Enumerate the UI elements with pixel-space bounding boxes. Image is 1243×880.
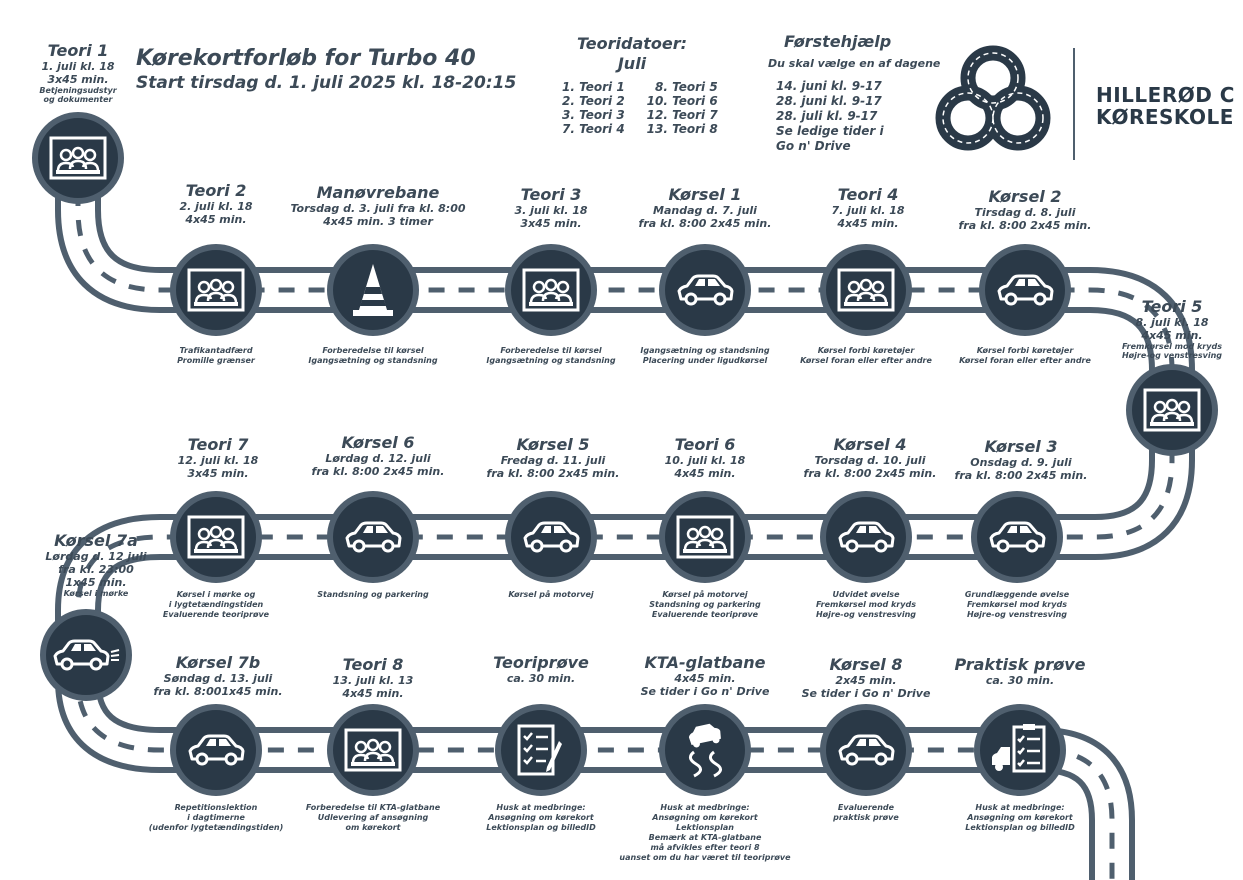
description-line: Kørsel på motorvej: [508, 590, 594, 599]
description-line: Placering under ligudkørsel: [642, 356, 768, 365]
divider: [1073, 48, 1075, 160]
teoridatoer-heading: Teoridatoer:: [576, 34, 688, 53]
step-title: Kørsel 1: [668, 185, 742, 204]
step-detail: 4x45 min.: [674, 467, 736, 480]
checklist-icon: [495, 704, 587, 796]
description-line: Evaluerende teoriprøve: [651, 610, 759, 619]
classroom-icon: [659, 491, 751, 583]
step-description: [451, 803, 631, 833]
step-teori7: [118, 436, 318, 480]
step-title: Teori 5: [1141, 297, 1203, 316]
description-line: Kørsel på motorvej: [662, 590, 748, 599]
step-description: [283, 590, 463, 600]
logo-knot-icon: [934, 44, 1052, 156]
description-line: Udvidet øvelse: [832, 590, 900, 599]
step-detail: fra kl. 8:00 2x45 min.: [954, 469, 1088, 482]
step-detail: 4x45 min.: [342, 687, 404, 700]
step-detail: 7. juli kl. 18: [831, 204, 905, 217]
description-line: Ansøgning om kørekort: [967, 813, 1073, 822]
teoridatoer-box: [562, 34, 718, 136]
date-item: 1. Teori 1: [562, 80, 625, 94]
description-line: Promille grænser: [177, 356, 255, 365]
step-detail: 8. juli kl. 18: [1135, 316, 1209, 329]
brand-line2: KØRESKOLE: [1096, 105, 1234, 129]
step-title: KTA-glatbane: [644, 653, 766, 672]
description-line: praktisk prøve: [833, 813, 899, 822]
step-description: [615, 803, 795, 863]
date-item: 7. Teori 4: [562, 122, 625, 136]
step-description: [930, 803, 1110, 833]
step-detail: Lørdag d. 12 juli: [45, 550, 147, 563]
description-line: må afvikles efter teori 8: [650, 843, 760, 852]
description-line: Højre-og venstresving: [815, 610, 917, 619]
description-line: Evaluerende: [837, 803, 895, 812]
step-detail: Søndag d. 13. juli: [163, 672, 273, 685]
brand-name: [1096, 84, 1235, 128]
description-line: om kørekort: [345, 823, 401, 832]
description-line: i dagtimerne: [187, 813, 245, 822]
step-description: [461, 590, 641, 600]
description-line: Ansøgning om kørekort: [488, 813, 594, 822]
step-detail: Fredag d. 11. juli: [500, 454, 606, 467]
step-note: Kørsel i mørke: [63, 589, 129, 598]
step-korsel7a: [0, 532, 196, 598]
step-title: Teori 1: [47, 41, 109, 60]
description-line: Standsning og parkering: [317, 590, 429, 599]
date-item: 12. Teori 7: [646, 108, 718, 122]
step-detail: fra kl. 8:00 2x45 min.: [486, 467, 620, 480]
description-line: Bemærk at KTA-glatbane: [648, 833, 762, 842]
description-line: Fremkørsel mod kryds: [816, 600, 916, 609]
forstehjaelp-box: [768, 32, 940, 154]
skid-icon: [659, 704, 751, 796]
description-line: Igangsætning og standsning: [308, 356, 438, 365]
step-title: Kørsel 6: [341, 433, 415, 452]
step-title: Praktisk prøve: [954, 655, 1086, 674]
step-title: Kørsel 5: [516, 435, 590, 454]
date-item: 8. Teori 5: [655, 80, 718, 94]
description-line: Kørsel foran eller efter andre: [800, 356, 932, 365]
step-title: Kørsel 3: [984, 437, 1058, 456]
step-detail: 10. juli kl. 18: [664, 454, 746, 467]
list-item: 28. juli kl. 9-17: [776, 109, 878, 123]
car-icon: [971, 491, 1063, 583]
description-line: i lygtetændingstiden: [168, 600, 264, 609]
description-line: Husk at medbringe:: [975, 803, 1065, 812]
step-detail: Mandag d. 7. juli: [653, 204, 757, 217]
step-description: [776, 803, 956, 823]
description-line: Evaluerende teoriprøve: [162, 610, 270, 619]
list-item: 14. juni kl. 9-17: [776, 79, 882, 93]
description-line: Forberedelse til KTA-glatbane: [305, 803, 441, 812]
step-title: Kørsel 2: [988, 187, 1062, 206]
step-detail: Torsdag d. 3. juli fra kl. 8:00: [290, 202, 466, 215]
car-icon: [820, 491, 912, 583]
description-line: Kørsel forbi køretøjer: [976, 346, 1074, 355]
description-line: Repetitionslektion: [174, 803, 258, 812]
step-detail: 12. juli kl. 18: [177, 454, 259, 467]
teoridatoer-col1: [562, 80, 625, 136]
classroom-icon: [505, 244, 597, 336]
step-korsel5: [453, 436, 653, 480]
step-teori5: [1072, 298, 1243, 360]
forstehjaelp-list: [776, 79, 940, 154]
step-note: Betjeningsudstyr: [39, 86, 117, 95]
step-note: og dokumenter: [43, 95, 113, 104]
step-detail: 4x45 min.: [837, 217, 899, 230]
step-title: Kørsel 7b: [175, 653, 261, 672]
cone-icon: [327, 244, 419, 336]
step-description: [126, 346, 306, 366]
description-line: Husk at medbringe:: [660, 803, 750, 812]
step-title: Teori 3: [520, 185, 582, 204]
step-title: Teori 6: [674, 435, 736, 454]
car-icon: [659, 244, 751, 336]
step-title: Kørsel 7a: [54, 531, 138, 550]
car-icon: [170, 704, 262, 796]
step-detail: ca. 30 min.: [506, 672, 576, 685]
step-detail: fra kl. 8:00 2x45 min.: [638, 217, 772, 230]
step-detail: fra kl. 23:00: [58, 563, 134, 576]
description-line: (udenfor lygtetændingstiden): [148, 823, 284, 832]
date-item: 13. Teori 8: [646, 122, 718, 136]
classroom-icon: [1126, 364, 1218, 456]
step-detail: 3x45 min.: [520, 217, 582, 230]
step-detail: ca. 30 min.: [985, 674, 1055, 687]
car-icon: [327, 491, 419, 583]
step-detail: fra kl. 8:00 2x45 min.: [958, 219, 1092, 232]
description-line: Igangsætning og standsning: [486, 356, 616, 365]
description-line: Forberedelse til kørsel: [322, 346, 424, 355]
step-detail: 1x45 min.: [65, 576, 127, 589]
step-detail: Tirsdag d. 8. juli: [974, 206, 1076, 219]
step-detail: Torsdag d. 10. juli: [814, 454, 926, 467]
step-title: Kørsel 8: [829, 655, 903, 674]
classroom-icon: [327, 704, 419, 796]
car-checklist-icon: [974, 704, 1066, 796]
classroom-icon: [170, 244, 262, 336]
step-note: Højre-og venstresving: [1121, 351, 1223, 360]
forstehjaelp-heading: Førstehjælp: [784, 32, 892, 51]
description-line: Lektionsplan og billedID: [486, 823, 596, 832]
step-detail: fra kl. 8:001x45 min.: [153, 685, 283, 698]
description-line: Lektionsplan og billedID: [965, 823, 1075, 832]
step-title: Teori 8: [342, 655, 404, 674]
description-line: Igangsætning og standsning: [640, 346, 770, 355]
description-line: Grundlæggende øvelse: [964, 590, 1070, 599]
step-description: [283, 346, 463, 366]
step-description: [776, 590, 956, 620]
step-title: Teori 2: [185, 181, 247, 200]
date-item: 10. Teori 6: [646, 94, 718, 108]
step-description: [615, 346, 795, 366]
step-description: [283, 803, 463, 833]
car-icon: [979, 244, 1071, 336]
date-item: 3. Teori 3: [562, 108, 625, 122]
step-detail: 4x45 min.: [1141, 329, 1203, 342]
brand-line1: HILLERØD C: [1096, 83, 1235, 107]
car-icon: [505, 491, 597, 583]
description-line: Ansøgning om kørekort: [652, 813, 758, 822]
step-detail: 13. juli kl. 13: [332, 674, 414, 687]
step-description: [461, 346, 641, 366]
step-detail: Onsdag d. 9. juli: [970, 456, 1072, 469]
step-detail: fra kl. 8:00 2x45 min.: [311, 465, 445, 478]
step-detail: 3. juli kl. 18: [514, 204, 588, 217]
step-note: Fremkørsel mod kryds: [1122, 342, 1222, 351]
description-line: uanset om du har været til teoriprøve: [619, 853, 791, 862]
description-line: Udlevering af ansøgning: [317, 813, 429, 822]
step-title: Kørsel 4: [833, 435, 907, 454]
description-line: Fremkørsel mod kryds: [967, 600, 1067, 609]
step-detail: 1. juli kl. 18: [41, 60, 115, 73]
teoridatoer-col2: [647, 80, 718, 136]
description-line: Forberedelse til kørsel: [500, 346, 602, 355]
description-line: Kørsel forbi køretøjer: [817, 346, 915, 355]
list-item: 28. juni kl. 9-17: [776, 94, 882, 108]
date-item: 2. Teori 2: [562, 94, 625, 108]
step-detail: Se tider i Go n' Drive: [640, 685, 770, 698]
step-detail: Se tider i Go n' Drive: [801, 687, 931, 700]
step-description: [126, 803, 306, 833]
step-title: Teori 4: [837, 185, 899, 204]
list-item: Go n' Drive: [776, 139, 851, 153]
step-praktisk: [920, 656, 1120, 687]
step-detail: 4x45 min.: [185, 213, 247, 226]
step-korsel2: [925, 188, 1125, 232]
header: [136, 46, 516, 94]
list-item: Se ledige tider i: [776, 124, 884, 138]
classroom-icon: [820, 244, 912, 336]
step-description: [776, 346, 956, 366]
description-line: Kørsel i mørke og: [176, 590, 256, 599]
description-line: Højre-og venstresving: [966, 610, 1068, 619]
page-title: Kørekortforløb for Turbo 40: [136, 46, 476, 71]
page-subtitle: Start tirsdag d. 1. juli 2025 kl. 18-20:15: [136, 73, 517, 93]
description-line: Standsning og parkering: [649, 600, 761, 609]
description-line: Kørsel foran eller efter andre: [959, 356, 1091, 365]
step-manovrebane: [278, 184, 478, 228]
step-title: Manøvrebane: [316, 183, 440, 202]
step-detail: Lørdag d. 12. juli: [325, 452, 431, 465]
step-title: Teoriprøve: [493, 653, 589, 672]
forstehjaelp-sub: Du skal vælge en af dagene: [768, 57, 941, 70]
classroom-icon: [32, 112, 124, 204]
step-description: [615, 590, 795, 620]
car-icon: [820, 704, 912, 796]
description-line: Lektionsplan: [676, 823, 734, 832]
step-detail: fra kl. 8:00 2x45 min.: [803, 467, 937, 480]
teoridatoer-month: Juli: [617, 54, 647, 73]
description-line: Trafikantadfærd: [179, 346, 253, 355]
step-title: Teori 7: [187, 435, 249, 454]
step-detail: 4x45 min.: [674, 672, 736, 685]
step-detail: 3x45 min.: [187, 467, 249, 480]
step-detail: 3x45 min.: [47, 73, 109, 86]
step-detail: 2. juli kl. 18: [179, 200, 253, 213]
step-teori1: [0, 42, 178, 104]
step-detail: 4x45 min. 3 timer: [323, 215, 433, 228]
description-line: Husk at medbringe:: [496, 803, 586, 812]
step-detail: 2x45 min.: [835, 674, 897, 687]
